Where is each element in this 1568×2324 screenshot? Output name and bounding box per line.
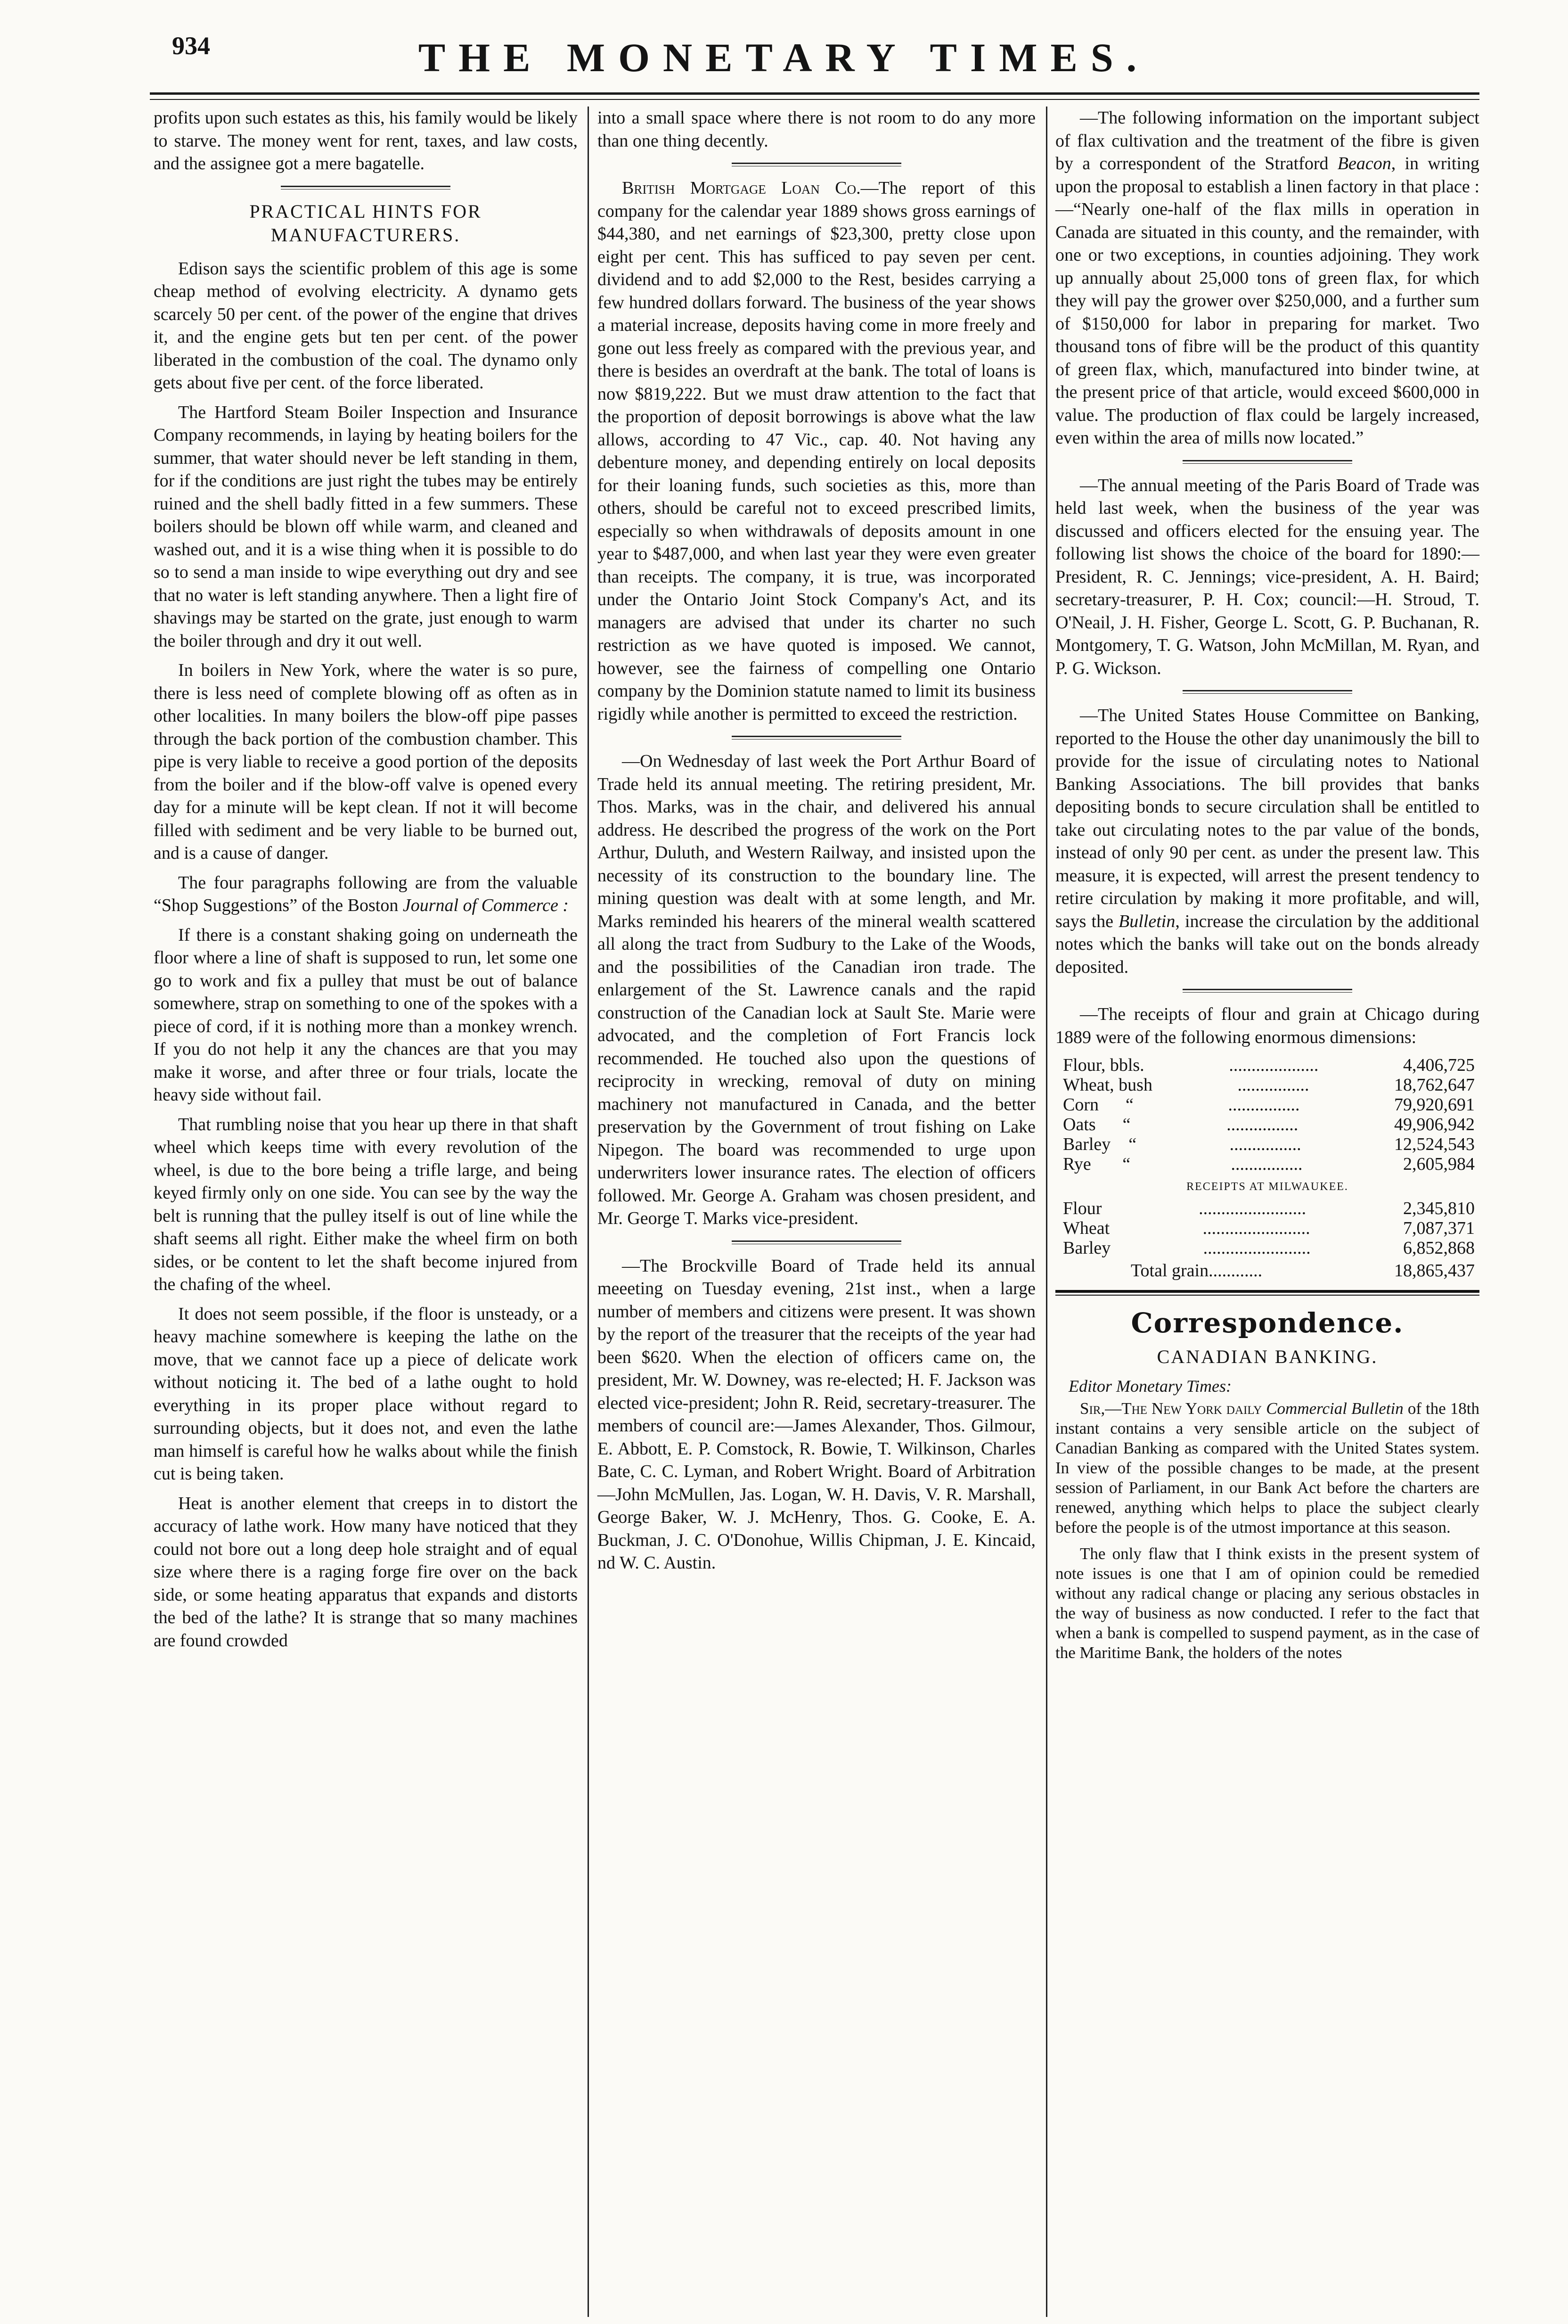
text-run: of the 18th instant contains a very sensible article on the subject of Canadian Banking as compared with the United States system. In view of the possible changes to be made, at the present session of Parliament, in our Bank Act before the charters are renewed, anything which helps to place the subject clearly before the people is of the utmost importance at this season. bbox=[1055, 1399, 1480, 1536]
row-dots: ................ bbox=[1228, 1095, 1300, 1115]
total-value: 18,865,437 bbox=[1394, 1261, 1475, 1281]
table-row bbox=[1055, 1218, 1479, 1238]
paragraph: —The annual meeting of the Paris Board of Trade was held last week, when the business of the year was discussed and officers elected for the ensuing year. The following list shows the choice of the board for 1890:—President, R. C. Jennings; vice-president, A. H. Baird; secretary-treasurer, P. H. Cox; council:—H. Stroud, T. O'Neail, J. H. Fisher, George L. Scott, G. P. Buchanan, R. Montgomery, T. G. Watson, John McMillan, M. Ryan, and P. G. Wickson. bbox=[1055, 475, 1479, 678]
masthead-title: THE MONETARY TIMES. bbox=[418, 35, 1150, 80]
row-label: Barley “ bbox=[1063, 1134, 1137, 1154]
paragraph bbox=[597, 177, 1036, 725]
row-dots: ........................ bbox=[1199, 1199, 1307, 1218]
text-run-italic: Beacon bbox=[1337, 154, 1391, 173]
letter-heading: CANADIAN BANKING. bbox=[1157, 1346, 1378, 1367]
paragraph bbox=[1055, 107, 1479, 450]
row-value: 4,406,725 bbox=[1403, 1055, 1475, 1075]
company-name: British Mortgage Loan Co. bbox=[622, 178, 861, 198]
column-middle bbox=[597, 107, 1036, 1581]
correspondence-heading: Correspondence. bbox=[1131, 1307, 1404, 1339]
section-rule bbox=[1055, 1290, 1479, 1293]
table-row bbox=[1055, 1095, 1479, 1115]
row-label: Corn “ bbox=[1063, 1095, 1134, 1115]
text-run: Sir,—The New York daily bbox=[1080, 1399, 1262, 1418]
table-row bbox=[1055, 1238, 1479, 1258]
paragraph: Heat is another element that creeps in to distort the accuracy of lathe work. How many have noticed that they could not bore out a long deep hole straight and of equal size where there is a raging forge fire over on the back side, or some heating apparatus that expands and distorts the bed of the lathe? It is strange that so many machines are found crowded bbox=[154, 1493, 578, 1651]
paragraph: In boilers in New York, where the water is so pure, there is less need of complete blowing off as often as in other localities. In many boilers the blow-off pipe passes through the back portion of the combustion chamber. This pipe is very liable to receive a good portion of the deposits from the boiler and if the blow-off valve is opened every day for a minute will be kept clean. If not it will become filled with sediment and be very liable to be burned out, and is a cause of danger. bbox=[154, 660, 578, 863]
row-label: Wheat bbox=[1063, 1218, 1110, 1238]
paragraph: —The receipts of flour and grain at Chicago during 1889 were of the following enormous dimensions: bbox=[1055, 1004, 1479, 1047]
page-number: 934 bbox=[172, 32, 210, 60]
text-run-italic: Commercial Bulletin bbox=[1266, 1399, 1404, 1418]
row-value: 18,762,647 bbox=[1394, 1075, 1475, 1095]
row-label: Oats “ bbox=[1063, 1115, 1131, 1134]
text-run-italic: Journal of Commerce : bbox=[402, 895, 569, 915]
paragraph: profits upon such estates as this, his family would be likely to starve. The money went for rent, taxes, and law costs, and the assignee got a mere bagatelle. bbox=[154, 108, 578, 173]
column-right bbox=[1055, 107, 1479, 1669]
row-value: 79,920,691 bbox=[1394, 1095, 1475, 1115]
section-separator bbox=[732, 1240, 901, 1244]
text-run: The four paragraphs following are from the valuable “Shop Suggestions” of the Boston bbox=[154, 872, 578, 915]
section-separator bbox=[1183, 690, 1352, 694]
row-dots: .................... bbox=[1229, 1055, 1319, 1075]
row-label: Rye “ bbox=[1063, 1154, 1131, 1174]
row-dots: ................ bbox=[1231, 1154, 1303, 1174]
letter-body bbox=[1055, 1399, 1479, 1663]
paragraph: The only flaw that I think exists in the present system of note issues is one that I am of opinion could be remedied without any radical change or placing any serious obstacles in the way of business as now conducted. I refer to the fact that when a bank is compelled to suspend payment, as in the case of the Maritime Bank, the holders of the notes bbox=[1055, 1544, 1479, 1662]
paragraph: It does not seem possible, if the floor is unsteady, or a heavy machine somewhere is keeping the lathe on the move, that we cannot face up a piece of delicate work without noticing it. The bed of a lathe ought to hold everything in its proper place without regard to surrounding objects, but it does not, and even the lathe man himself is careful how he walks about while the finish cut is being taken. bbox=[154, 1304, 578, 1484]
text-run-italic: Bulletin bbox=[1119, 911, 1176, 931]
article-heading: PRACTICAL HINTS FOR MANUFACTURERS. bbox=[249, 200, 482, 246]
row-value: 2,605,984 bbox=[1403, 1154, 1475, 1174]
table-row bbox=[1055, 1134, 1479, 1154]
row-dots: ........................ bbox=[1202, 1218, 1310, 1238]
text-run: , increase the circulation by the additional notes which the banks will take out on the bonds already deposited. bbox=[1055, 911, 1479, 977]
section-separator bbox=[281, 186, 450, 189]
row-label: Flour, bbls. bbox=[1063, 1055, 1144, 1075]
header-rule bbox=[150, 92, 1479, 95]
table-row bbox=[1055, 1075, 1479, 1095]
paragraph: —The Brockville Board of Trade held its annual meeeting on Tuesday evening, 21st inst., when a large number of members and citizens were present. It was shown by the report of the treasurer that the receipts of the year had been $620. When the election of officers came on, the president, Mr. W. Downey, was re-elected; H. F. Jackson was elected vice-president; John R. Reid, secretary-treasurer. The members of council are:—James Alexander, Thos. Gilmour, E. Abbott, E. P. Comstock, R. Bowie, T. Wilkinson, Charles Bate, C. C. Lyman, and Robert Wright. Board of Arbitration—John McMullen, Jas. Logan, W. H. Davis, V. R. Marshall, George Baker, W. J. McHenry, Thos. G. Cooke, E. A. Buckman, J. C. O'Donohue, Willis Chipman, J. E. Kincaid, nd W. C. Austin. bbox=[597, 1256, 1036, 1573]
column-divider bbox=[588, 107, 589, 2317]
total-label: Total grain............ bbox=[1131, 1261, 1263, 1281]
row-value: 6,852,868 bbox=[1403, 1238, 1475, 1258]
row-dots: ................ bbox=[1226, 1115, 1298, 1134]
column-divider bbox=[1046, 107, 1047, 2317]
paragraph: That rumbling noise that you hear up there in that shaft wheel which keeps time with every revolution of the wheel, is due to the bore being a trifle large, and being keyed firmly only on one side. You can see by the way the belt is running that the pulley itself is out of line while the shaft seems all right. Either make the wheel firm on both sides, or be content to let the shaft become injured from the chafing of the wheel. bbox=[154, 1114, 578, 1294]
row-value: 12,524,543 bbox=[1394, 1134, 1475, 1154]
text-run: , in writing upon the proposal to establish a linen factory in that place :—“Nearly one-half of the flax mills in operation in Canada are situated in this county, and the remainder, with one or two exceptions, in counties adjoining. They work up annually about 25,000 tons of green flax, for which they will pay the grower over $250,000, and a further sum of $150,000 for labor in preparing for market. Two thousand tons of fibre will be the product of this quantity of green flax, which, manufactured into binder twine, at the present price of that article, would exceed $600,000 in value. The production of flax could be largely increased, even within the area of mills now located.” bbox=[1055, 154, 1480, 448]
table-row bbox=[1055, 1055, 1479, 1075]
paragraph: If there is a constant shaking going on underneath the floor where a line of shaft is supposed to run, let some one go to work and fix a pulley that must be out of balance somewhere, strap on something to one of the spokes with a piece of cord, if it is nothing more than a monkey wrench. If you do not help it any the chances are that you may make it worse, and after three or four trials, locate the heavy side without fail. bbox=[154, 925, 578, 1105]
column-left bbox=[154, 107, 578, 1659]
table-total-row bbox=[1055, 1258, 1479, 1281]
section-separator bbox=[1183, 460, 1352, 464]
paragraph: —On Wednesday of last week the Port Arthur Board of Trade held its annual meeting. The retiring president, Mr. Thos. Marks, was in the chair, and delivered his annual address. He described the progress of the work on the Port Arthur, Duluth, and Western Railway, and insisted upon the necessity of its construction to the boundary line. The mining question was dealt with at some length, and Mr. Marks reminded his hearers of the mineral wealth scattered all along the tract from Sudbury to the Lake of the Woods, and the possibilities of the Canadian iron trade. The enlargement of the St. Lawrence canals and the rapid construction of the Canadian lock at Sault Ste. Marie were advocated, and the completion of Fort Francis lock recommended. He touched also upon the questions of reciprocity in wrecking, removal of duty on mining machinery not manufactured in Canada, and the better preservation by the Government of trout fishing on Lake Nipegon. The board was recommended to urge upon underwriters lower insurance rates. The election of officers followed. Mr. George A. Graham was chosen president, and Mr. George T. Marks vice-president. bbox=[597, 751, 1036, 1228]
paragraph bbox=[1055, 704, 1479, 978]
table-row bbox=[1055, 1154, 1479, 1174]
row-label: Barley bbox=[1063, 1238, 1111, 1258]
salutation: Editor Monetary Times: bbox=[1069, 1377, 1232, 1396]
header-rule-thin bbox=[150, 99, 1479, 100]
row-dots: ........................ bbox=[1203, 1238, 1311, 1258]
table-row bbox=[1055, 1115, 1479, 1134]
row-value: 49,906,942 bbox=[1394, 1115, 1475, 1134]
paragraph: into a small space where there is not room to do any more than one thing decently. bbox=[597, 108, 1036, 151]
row-label: Wheat, bush bbox=[1063, 1075, 1152, 1095]
row-value: 2,345,810 bbox=[1403, 1199, 1475, 1218]
paragraph bbox=[154, 871, 578, 917]
row-dots: ................ bbox=[1237, 1075, 1309, 1095]
table-subheading: RECEIPTS AT MILWAUKEE. bbox=[1186, 1181, 1348, 1193]
text-run: —The following information on the important subject of flax cultivation and the treatment of the fibre is given by a correspondent of the Stratford bbox=[1055, 108, 1479, 173]
paragraph bbox=[1055, 1399, 1479, 1537]
text-run: —The United States House Committee on Banking, reported to the House the other day unanimously the bill to provide for the issue of circulating notes to National Banking Associations. The bill provides that banks depositing bonds to secure circulation shall be entitled to take out circulating notes to the par value of the bonds, instead of only 90 per cent. as under the present law. This measure, it is expected, will arrest the present tendency to retire circulation by making it more profitable, and will, says the bbox=[1055, 706, 1479, 931]
text-run: —The report of this company for the calendar year 1889 shows gross earnings of $44,380, and net earnings of $23,300, pretty close upon eight per cent. This has sufficed to pay seven per cent. dividend and to add $2,000 to the Rest, besides carrying a few hundred dollars forward. The business of the year shows a material increase, deposits having come in more freely and gone out less freely as compared with the previous year, and there is besides an overdraft at the bank. The total of loans is now $819,222. But we must draw attention to the fact that the proportion of deposit borrowings is above what the law allows, according to 47 Vic., cap. 40. Not having any debenture money, and depending entirely on local deposits for their loaning funds, such societies as this, more than others, should be careful not to exceed prescribed limits, especially so when withdrawals of deposits amount in one year to $487,000, and when last year they were even greater than receipts. The company, it is true, was incorporated under the Ontario Joint Stock Company's Act, and its managers are advised that under its charter no such restriction as we have quoted is imposed. We cannot, however, see the fairness of compelling one Ontario company by the Dominion statute named to limit its business rigidly while another is permitted to exceed the restriction. bbox=[597, 178, 1036, 724]
paragraph: Edison says the scientific problem of this age is some cheap method of evolving electricity. A dynamo gets scarcely 50 per cent. of the power of the engine that drives it, and the engine gets but ten per cent. of the power liberated in the combustion of the coal. The dynamo only gets about five per cent. of the force liberated. bbox=[154, 258, 578, 393]
row-label: Flour bbox=[1063, 1199, 1102, 1218]
section-separator bbox=[1183, 989, 1352, 993]
table-row bbox=[1055, 1199, 1479, 1218]
section-rule-thin bbox=[1055, 1295, 1479, 1296]
paragraph: The Hartford Steam Boiler Inspection and Insurance Company recommends, in laying by heating boilers for the summer, that water should never be left standing in them, for if the conditions are just right the tubes may be entirely ruined and the shell badly fitted in a few summers. These boilers should be blown off while warm, and cleaned and washed out, and it is a wise thing when it is possible to do so to send a man inside to wipe everything out dry and see that no water is left standing anywhere. Then a light fire of shavings may be started on the grate, just enough to warm the boiler through and dry it out well. bbox=[154, 402, 578, 651]
row-dots: ................ bbox=[1229, 1134, 1301, 1154]
receipts-table bbox=[1055, 1055, 1479, 1281]
section-separator bbox=[732, 163, 901, 166]
section-separator bbox=[732, 736, 901, 739]
row-value: 7,087,371 bbox=[1403, 1218, 1475, 1238]
